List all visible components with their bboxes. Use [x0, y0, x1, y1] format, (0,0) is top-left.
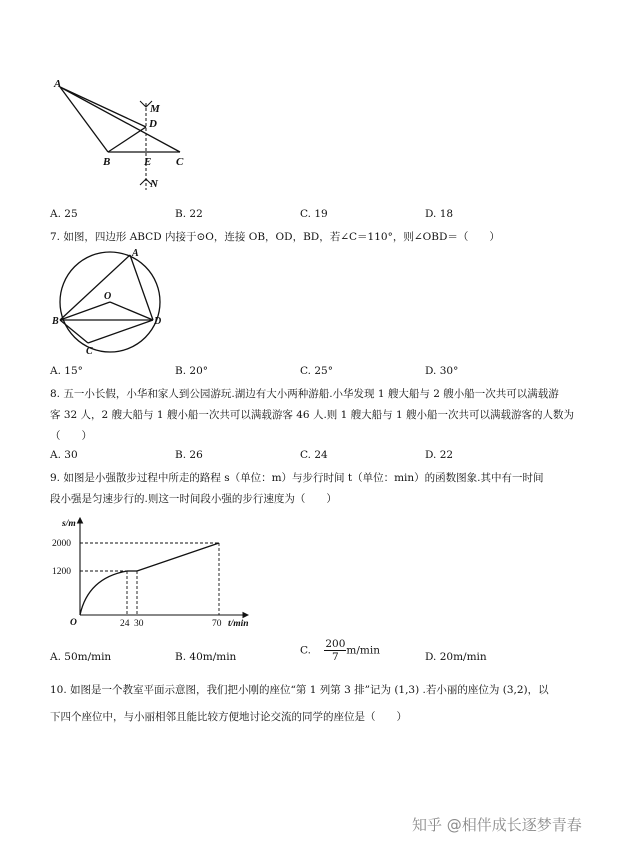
q9-y-label: s/m — [62, 519, 76, 529]
q8-option-d[interactable]: D. 22 — [425, 449, 454, 461]
q8-option-c[interactable]: C. 24 — [300, 449, 328, 461]
q7-circle-figure — [48, 246, 173, 358]
q8-option-b[interactable]: B. 26 — [175, 449, 203, 461]
watermark-text: 知乎 @相伴成长逐梦青春 — [412, 816, 582, 834]
q7-option-c[interactable]: C. 25° — [300, 365, 333, 377]
q9-stem-line1: 9. 如图是小强散步过程中所走的路程 s（单位：m）与步行时间 t（单位：min）的函数图象.其中有一时间 — [50, 472, 544, 484]
q7-option-b[interactable]: B. 20° — [175, 365, 209, 377]
q9-option-a[interactable]: A. 50m/min — [50, 651, 112, 663]
q9-origin: O — [70, 618, 77, 628]
q10-stem-line2: 下四个座位中，与小丽相邻且能比较方便地讨论交流的同学的座位是（ ） — [50, 711, 407, 723]
q9-x-tick-30: 30 — [134, 619, 144, 629]
q8-stem-line1: 8. 五一小长假，小华和家人到公园游玩.湖边有大小两种游船.小华发现 1 艘大船与 2 艘小船一次共可以满载游 — [50, 388, 559, 400]
q6-label-B: B — [103, 156, 111, 168]
q8-option-a[interactable]: A. 30 — [50, 449, 78, 461]
q9-option-c-fraction — [324, 638, 346, 663]
q6-option-c[interactable]: C. 19 — [300, 208, 328, 220]
q9-function-graph — [40, 512, 260, 634]
q9-y-tick-2000: 2000 — [52, 539, 71, 549]
q8-stem-line2: 客 32 人，2 艘大船与 1 艘小船一次共可以满载游客 46 人.则 1 艘大船与 1 艘小船一次共可以满载游客的人数为 — [50, 409, 574, 421]
q7-stem: 7. 如图，四边形 ABCD 内接于⊙O，连接 OB，OD，BD，若∠C＝110°，则∠OBD＝（ ） — [50, 231, 500, 243]
q6-option-a[interactable]: A. 25 — [50, 208, 78, 220]
q7-label-C: C — [86, 346, 93, 357]
q9-option-b[interactable]: B. 40m/min — [175, 651, 237, 663]
q7-option-d[interactable]: D. 30° — [425, 365, 459, 377]
q6-label-D: D — [149, 118, 157, 130]
q6-option-b[interactable]: B. 22 — [175, 208, 203, 220]
q9-option-c-unit: m/min — [346, 644, 380, 657]
q8-stem-line3: （ ） — [50, 430, 92, 442]
q9-option-c[interactable] — [300, 638, 380, 663]
q9-option-c-prefix: C. — [300, 644, 311, 657]
q6-geometry-figure — [40, 75, 210, 200]
q7-option-a[interactable]: A. 15° — [50, 365, 83, 377]
q9-x-tick-24: 24 — [120, 619, 130, 629]
q9-x-tick-70: 70 — [212, 619, 222, 629]
q6-label-C: C — [176, 156, 184, 168]
q7-label-A: A — [132, 248, 139, 259]
q6-label-M: M — [150, 103, 160, 115]
q9-curve — [80, 571, 127, 615]
q9-x-label: t/min — [228, 619, 249, 629]
q9-stem-line2: 段小强是匀速步行的.则这一时间段小强的步行速度为（ ） — [50, 493, 337, 505]
q9-option-d[interactable]: D. 20m/min — [425, 651, 487, 663]
q6-label-N: N — [150, 178, 158, 190]
q9-option-c-numerator: 200 — [325, 638, 346, 650]
q6-label-E: E — [144, 156, 152, 168]
q7-label-D: D — [154, 316, 162, 327]
q6-option-d[interactable]: D. 18 — [425, 208, 454, 220]
q9-y-tick-1200: 1200 — [52, 567, 71, 577]
q7-label-B: B — [52, 316, 59, 327]
q6-label-A: A — [54, 78, 62, 90]
q9-option-c-denominator: 7 — [332, 651, 339, 663]
q7-label-O: O — [104, 291, 112, 302]
q10-stem-line1: 10. 如图是一个教室平面示意图，我们把小刚的座位“第 1 列第 3 排”记为 (1,3) .若小丽的座位为 (3,2)，以 — [50, 684, 549, 696]
